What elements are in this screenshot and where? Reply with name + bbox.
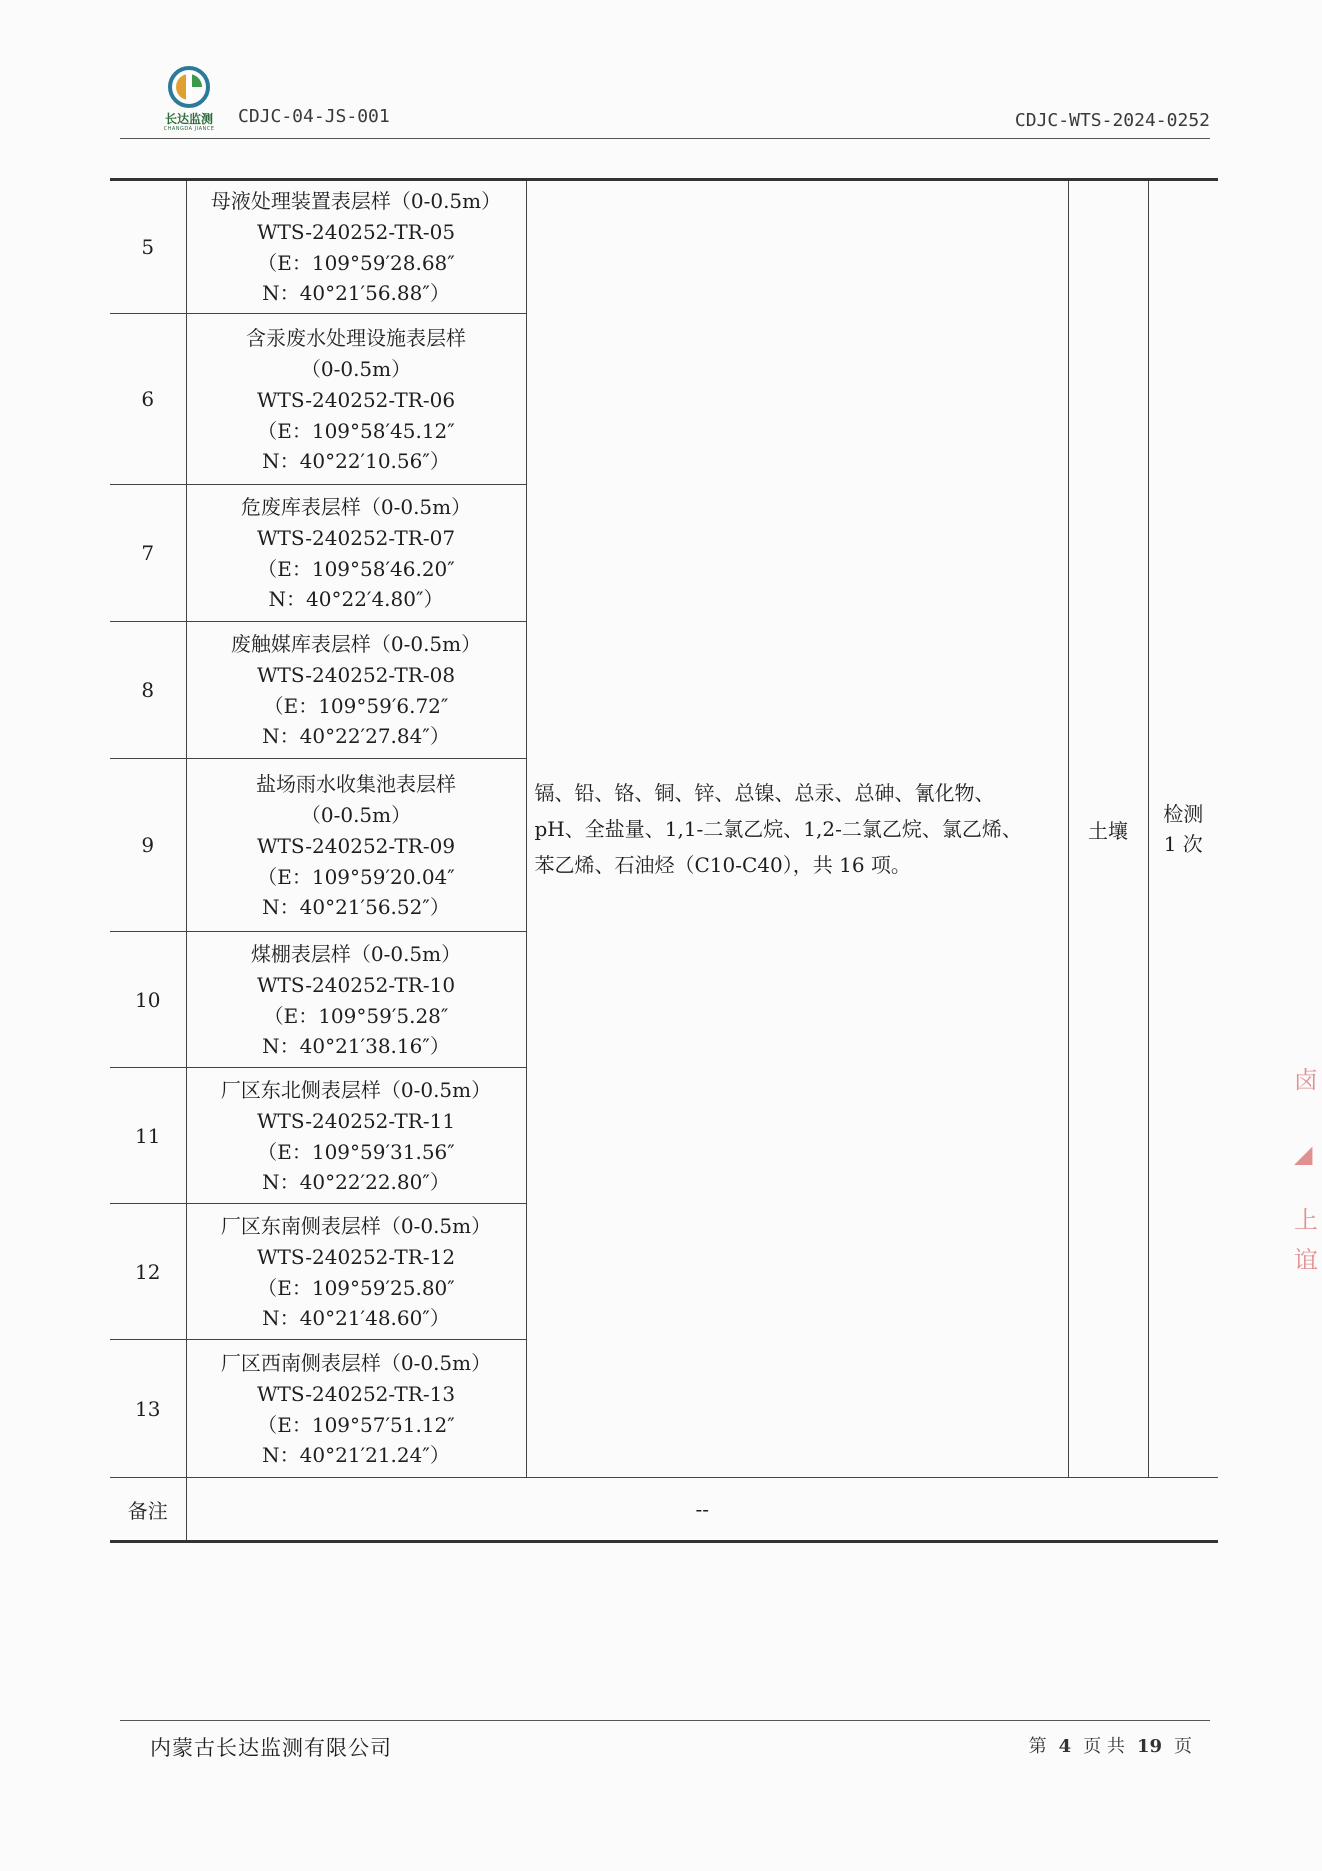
test-items <box>526 180 1068 1478</box>
latitude: N：40°22′22.80″） <box>262 1169 450 1194</box>
point-number: 7 <box>110 485 186 622</box>
sampling-point <box>186 622 526 759</box>
test-items-line: 镉、铅、铬、铜、锌、总镍、总汞、总砷、氰化物、 <box>534 781 995 805</box>
sample-code: WTS-240252-TR-13 <box>256 1381 456 1406</box>
logo-text: 长达监测 <box>164 112 213 126</box>
sampling-point <box>186 932 526 1068</box>
point-name: 厂区东南侧表层样（0-0.5m） <box>220 1213 492 1238</box>
remark-label: 备注 <box>110 1478 186 1542</box>
latitude: N：40°21′56.88″） <box>262 281 450 305</box>
longitude: （E：109°59′20.04″ <box>257 864 455 889</box>
footer-divider <box>120 1720 1210 1721</box>
longitude: （E：109°59′31.56″ <box>257 1139 455 1164</box>
page-total: 19 <box>1136 1736 1162 1757</box>
point-name: 煤棚表层样（0-0.5m） <box>250 941 462 966</box>
point-number: 11 <box>110 1068 186 1204</box>
page-suffix: 页 <box>1174 1736 1192 1757</box>
page-number: 4 <box>1058 1736 1072 1757</box>
sampling-point <box>186 759 526 932</box>
point-name-cont: （0-0.5m） <box>300 356 412 381</box>
sampling-point <box>186 1068 526 1204</box>
remark-value: -- <box>186 1478 1218 1542</box>
sampling-point <box>186 314 526 485</box>
test-frequency <box>1148 180 1218 1478</box>
report-number: CDJC-WTS-2024-0252 <box>1014 110 1210 131</box>
remark-row <box>110 1478 1218 1542</box>
sample-medium: 土壤 <box>1068 180 1148 1478</box>
point-name: 厂区西南侧表层样（0-0.5m） <box>220 1350 492 1375</box>
longitude: （E：109°59′25.80″ <box>257 1275 455 1300</box>
longitude: （E：109°58′46.20″ <box>257 557 455 581</box>
sampling-point <box>186 180 526 314</box>
point-name: 厂区东北侧表层样（0-0.5m） <box>220 1077 492 1102</box>
point-number: 10 <box>110 932 186 1068</box>
point-name: 盐场雨水收集池表层样 <box>256 771 456 796</box>
header-divider <box>120 138 1210 139</box>
sample-code: WTS-240252-TR-08 <box>256 663 456 687</box>
point-number: 9 <box>110 759 186 932</box>
longitude: （E：109°59′5.28″ <box>263 1003 449 1028</box>
logo-subtext: CHANGDA JIANCE <box>163 126 215 132</box>
point-number: 8 <box>110 622 186 759</box>
sample-code: WTS-240252-TR-12 <box>256 1244 456 1269</box>
point-name: 母液处理装置表层样（0-0.5m） <box>210 189 502 213</box>
longitude: （E：109°59′28.68″ <box>257 251 455 275</box>
test-items-line: pH、全盐量、1,1-二氯乙烷、1,2-二氯乙烷、氯乙烯、 <box>534 817 1022 841</box>
point-name: 危废库表层样（0-0.5m） <box>240 495 472 519</box>
latitude: N：40°21′21.24″） <box>262 1442 450 1467</box>
point-name: 含汞废水处理设施表层样 <box>246 325 466 350</box>
sample-code: WTS-240252-TR-09 <box>256 833 456 858</box>
company-name: 内蒙古长达监测有限公司 <box>150 1736 392 1760</box>
page-indicator <box>1029 1732 1192 1758</box>
company-logo <box>150 66 228 132</box>
longitude: （E：109°59′6.72″ <box>263 694 449 718</box>
latitude: N：40°22′27.84″） <box>262 724 450 748</box>
sampling-point <box>186 1204 526 1340</box>
sample-code: WTS-240252-TR-11 <box>256 1108 456 1133</box>
page-header <box>120 60 1210 140</box>
latitude: N：40°22′4.80″） <box>268 587 444 611</box>
frequency-line: 检测 <box>1163 802 1204 826</box>
page-prefix: 第 <box>1028 1736 1047 1757</box>
test-items-line: 苯乙烯、石油烃（C10-C40），共 16 项。 <box>534 853 911 877</box>
frequency-line: 1 次 <box>1163 832 1203 856</box>
longitude: （E：109°57′51.12″ <box>257 1412 455 1437</box>
latitude: N：40°21′38.16″） <box>262 1033 450 1058</box>
latitude: N：40°21′56.52″） <box>262 894 450 919</box>
red-seal-stamp: 卤 ◢ 上 谊 <box>1294 1066 1318 1274</box>
sample-code: WTS-240252-TR-06 <box>256 387 456 412</box>
point-number: 12 <box>110 1204 186 1340</box>
point-number: 5 <box>110 180 186 314</box>
sampling-point <box>186 485 526 622</box>
point-name: 废触媒库表层样（0-0.5m） <box>230 632 482 656</box>
point-number: 13 <box>110 1340 186 1478</box>
sample-code: WTS-240252-TR-05 <box>256 220 456 244</box>
logo-icon <box>166 66 212 108</box>
document-code: CDJC-04-JS-001 <box>238 106 390 127</box>
page-mid: 页 共 <box>1083 1736 1125 1757</box>
sample-code: WTS-240252-TR-07 <box>256 526 456 550</box>
sample-code: WTS-240252-TR-10 <box>256 972 456 997</box>
latitude: N：40°21′48.60″） <box>262 1305 450 1330</box>
latitude: N：40°22′10.56″） <box>262 448 450 473</box>
sampling-point <box>186 1340 526 1478</box>
sampling-table <box>110 178 1218 1543</box>
point-number: 6 <box>110 314 186 485</box>
point-name-cont: （0-0.5m） <box>300 802 412 827</box>
longitude: （E：109°58′45.12″ <box>257 418 455 443</box>
table-row <box>110 180 1218 314</box>
